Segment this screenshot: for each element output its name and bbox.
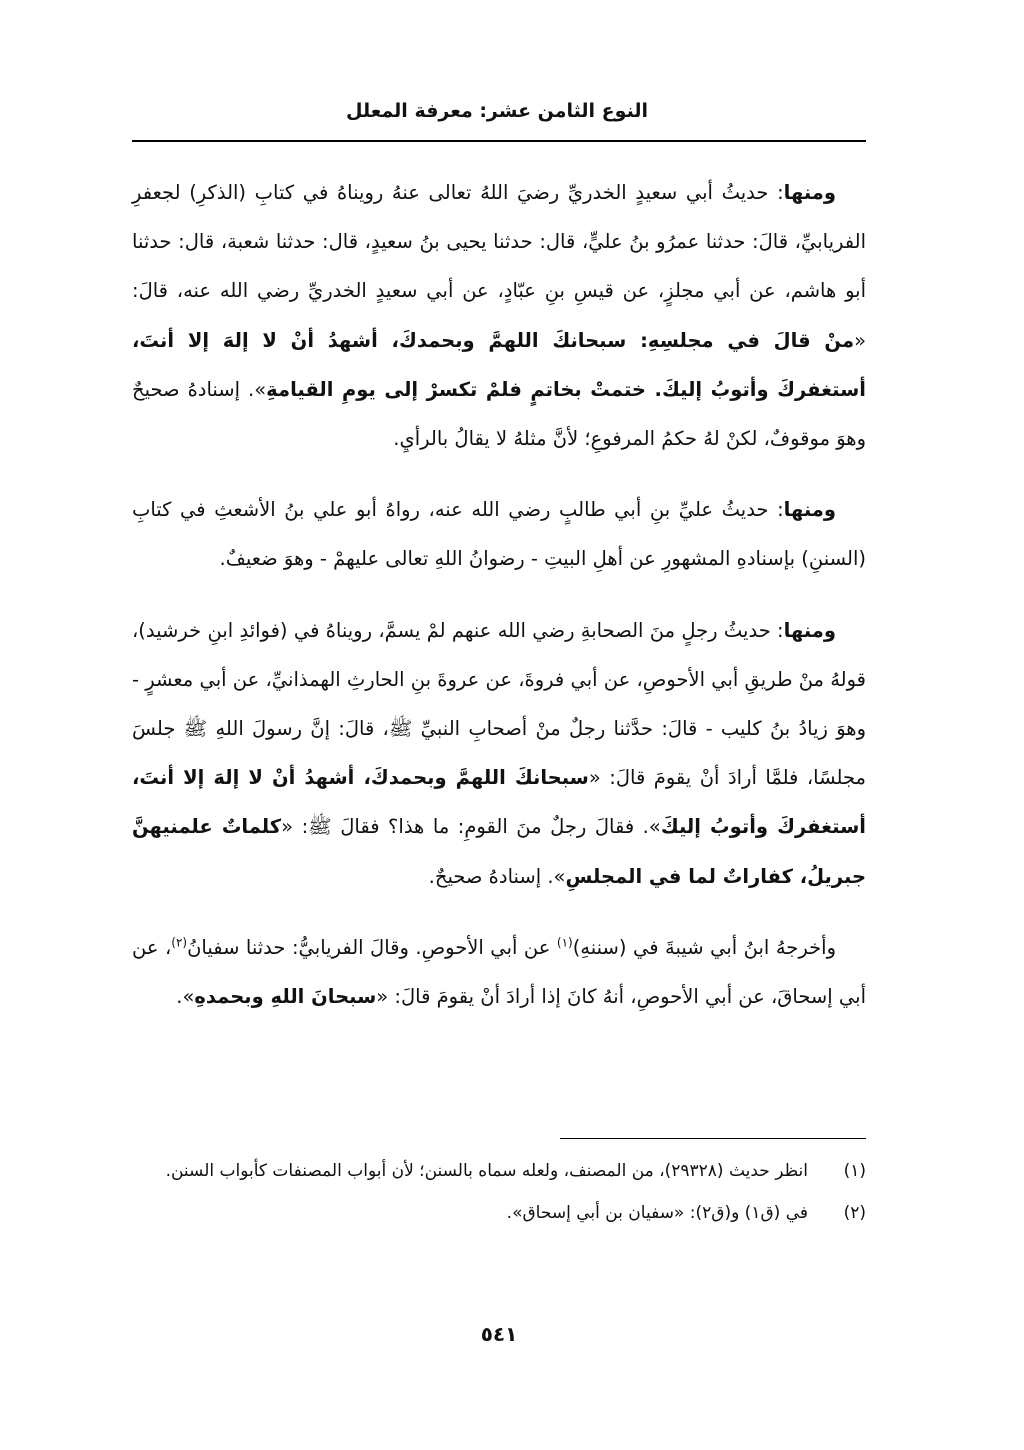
footnote-text: في (ق١) و(ق٢): «سفيان بن أبي إسحاق». [506,1203,808,1223]
hadith-quote: منْ قالَ في مجلسِهِ: سبحانكَ اللهمَّ وبحمدكَ، أشهدُ أنْ لا إلهَ إلا أنتَ، أستغفركَ وأتوبُ إليكَ. ختمتْ بخاتمٍ فلمْ تكسرْ إلى يومِ القيامةِ [132,328,866,401]
footnotes [132,1152,866,1236]
paragraph-text: ». [176,985,195,1009]
paragraph-companion [132,606,866,901]
running-title: النوع الثامن عشر: معرفة المعلل [346,100,648,122]
paragraph-text: ». فقالَ رجلٌ منَ القومِ: ما هذا؟ فقالَ ﷺ: « [281,815,661,839]
paragraph-text: : حديثُ أبي سعيدٍ الخدريِّ رضيَ اللهُ تعالى عنهُ رويناهُ في كتابِ (الذكرِ) لجعفرِ الفريابيِّ، قالَ: حدثنا عمرُو بنُ عليٍّ، قال: حدثنا يحيى بنُ سعيدٍ، قال: حدثنا شعبة، قال: حدثنا أبو هاشم، عن أبي مجلزٍ، عن قيسِ بنِ عبّادٍ، عن أبي سعيدٍ الخدريِّ رضي الله عنه، قالَ: « [132,181,866,352]
header-rule [132,140,866,142]
hadith-quote: سبحانكَ اللهمَّ وبحمدكَ، أشهدُ أنْ لا إلهَ إلا أنتَ، أستغفركَ وأتوبُ إليكَ [132,766,866,839]
footnote-rule [560,1138,866,1139]
footnote-2 [132,1194,866,1232]
footnote-number: (٢) [843,1203,866,1223]
footnote-ref-2[interactable]: (٢) [171,935,188,950]
paragraph-abu-said [132,168,866,463]
paragraph-text: ». إسنادهُ صحيحٌ وهوَ موقوفٌ، لكنْ لهُ حكمُ المرفوعِ؛ لأنَّ مثلهُ لا يقالُ بالرأيِ. [132,377,866,451]
paragraph-ali [132,485,866,583]
paragraph-text: ، عن أبي إسحاقَ، عن أبي الأحوصِ، أنهُ كانَ إذا أرادَ أنْ يقومَ قالَ: « [132,935,866,1009]
paragraph-text: عن أبي الأحوصِ. وقالَ الفريابيُّ: حدثنا سفيانُ [187,935,557,959]
footnote-1 [132,1152,866,1190]
paragraph-ibn-abi-shayba [132,923,866,1021]
paragraph-text: وأخرجهُ ابنُ أبي شيبةَ في (سننهِ) [572,935,836,959]
paragraph-lead: ومنها [783,498,836,522]
paragraph-text: : حديثُ رجلٍ منَ الصحابةِ رضي الله عنهم لمْ يسمَّ، رويناهُ في (فوائدِ ابنِ خرشيد)، قولهُ منْ طريقِ أبي الأحوصِ، عن أبي فروةَ، عن عروةَ بنِ الحارثِ الهمذانيِّ، عن أبي معشرٍ - وهوَ زيادُ بنُ كليب - قالَ: حدَّثنا رجلٌ منْ أصحابِ النبيِّ ﷺ، قالَ: إنَّ رسولَ اللهِ ﷺ جلسَ مجلسًا، فلمَّا أرادَ أنْ يقومَ قالَ: « [132,618,866,790]
main-text [132,168,866,1043]
paragraph-text: ». إسنادهُ صحيحٌ. [428,864,566,888]
hadith-quote: سبحانَ اللهِ وبحمدهِ [194,985,377,1009]
paragraph-text: : حديثُ عليِّ بنِ أبي طالبٍ رضي الله عنه، رواهُ أبو علي بنُ الأشعثِ في كتابِ (السننِ) بإسنادهِ المشهورِ عن أهلِ البيتِ - رضوانُ اللهِ تعالى عليهمْ - وهوَ ضعيفٌ. [132,498,866,571]
hadith-quote: كلماتٌ علمنيهنَّ جبريلُ، كفاراتٌ لما في المجلسِ [132,815,866,888]
paragraph-lead: ومنها [783,618,836,642]
page-number: ٥٤١ [480,1322,518,1346]
footnote-text: انظر حديث (٢٩٣٢٨)، من المصنف، ولعله سماه بالسنن؛ لأن أبواب المصنفات كأبواب السنن. [165,1161,808,1181]
paragraph-lead: ومنها [783,181,836,204]
footnote-ref-1[interactable]: (١) [556,935,573,950]
footnote-number: (١) [843,1161,866,1181]
